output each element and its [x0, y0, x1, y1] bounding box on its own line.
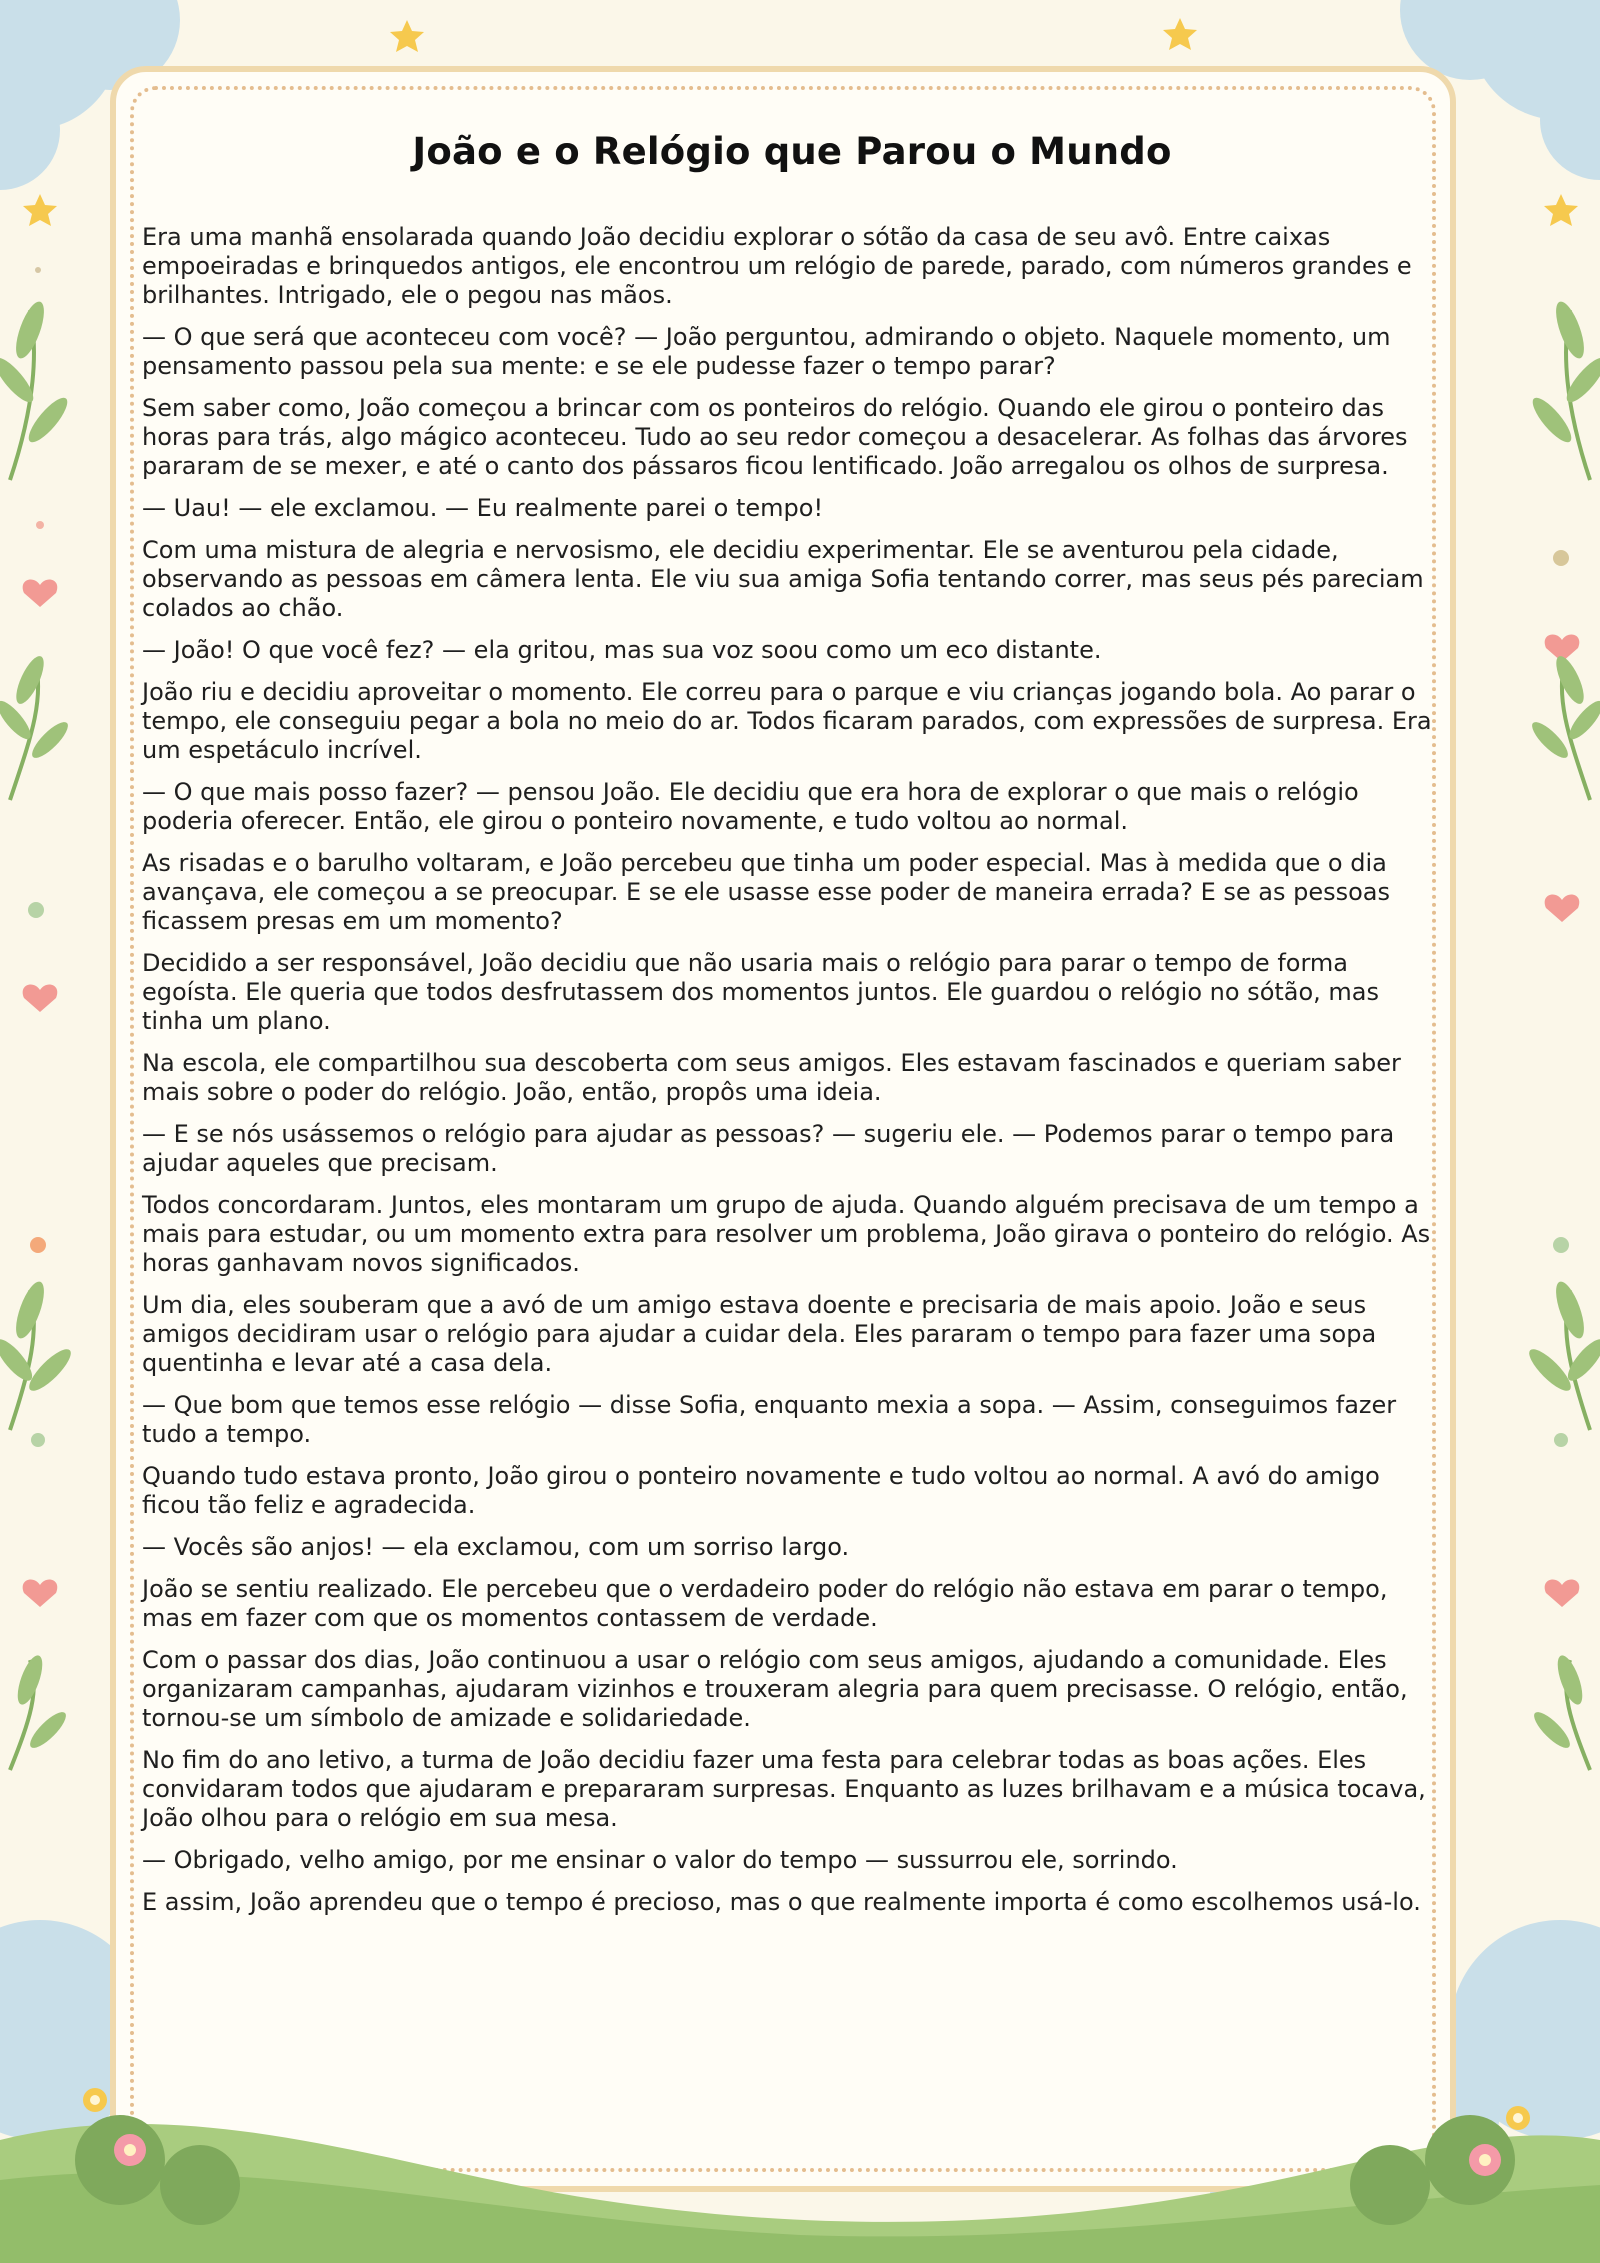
story-paragraph: Era uma manhã ensolarada quando João decidiu explorar o sótão da casa de seu avô. Entre caixas empoeiradas e brinquedos antigos, ele encontrou um relógio de parede, parado, com números grandes e brilhantes. Intrigado, ele o pegou nas mãos.	[142, 223, 1412, 309]
story-paragraph: — Obrigado, velho amigo, por me ensinar o valor do tempo — sussurrou ele, sorrindo.	[142, 1846, 1178, 1874]
star-icon	[23, 194, 57, 226]
story-paragraph: Sem saber como, João começou a brincar com os ponteiros do relógio. Quando ele girou o ponteiro das horas para trás, algo mágico aconteceu. Tudo ao seu redor começou a desacelerar. As folhas das árvores pararam de se mexer, e até o canto dos pássaros ficou lentificado. João arregalou os olhos de surpresa.	[142, 394, 1408, 480]
story-paragraph: Todos concordaram. Juntos, eles montaram um grupo de ajuda. Quando alguém precisava de um tempo a mais para estudar, ou um momento extra para resolver um problema, João girava o ponteiro do relógio. As horas ganhavam novos significados.	[142, 1191, 1431, 1277]
star-icon	[1544, 194, 1578, 226]
story-title: João e o Relógio que Parou o Mundo	[412, 130, 1172, 173]
story-paragraph: No fim do ano letivo, a turma de João decidiu fazer uma festa para celebrar todas as boas ações. Eles convidaram todos que ajudaram e prepararam surpresas. Enquanto as luzes brilhavam e a música tocava, João olhou para o relógio em sua mesa.	[142, 1746, 1426, 1832]
story-paragraph: Decidido a ser responsável, João decidiu que não usaria mais o relógio para parar o tempo de forma egoísta. Ele queria que todos desfrutassem dos momentos juntos. Ele guardou o relógio no sótão, mas tinha um plano.	[142, 949, 1380, 1035]
story-paragraph: — Vocês são anjos! — ela exclamou, com um sorriso largo.	[142, 1533, 850, 1561]
story-paragraph: — Uau! — ele exclamou. — Eu realmente parei o tempo!	[142, 494, 824, 522]
story-paragraph: Um dia, eles souberam que a avó de um amigo estava doente e precisaria de mais apoio. João e seus amigos decidiram usar o relógio para ajudar a cuidar dela. Eles pararam o tempo para fazer uma sopa quentinha e levar até a casa dela.	[142, 1291, 1377, 1377]
heart-icon	[23, 984, 58, 1012]
star-icon	[390, 20, 424, 52]
story-paragraph: Com uma mistura de alegria e nervosismo, ele decidiu experimentar. Ele se aventurou pela cidade, observando as pessoas em câmera lenta. Ele viu sua amiga Sofia tentando correr, mas seus pés pareciam colados ao chão.	[142, 536, 1424, 622]
heart-icon	[23, 1579, 58, 1607]
story-paragraph: — João! O que você fez? — ela gritou, mas sua voz soou como um eco distante.	[142, 636, 1102, 664]
star-icon	[1163, 18, 1197, 50]
story-paragraph: João se sentiu realizado. Ele percebeu que o verdadeiro poder do relógio não estava em parar o tempo, mas em fazer com que os momentos contassem de verdade.	[142, 1575, 1388, 1632]
story-paragraph: E assim, João aprendeu que o tempo é precioso, mas o que realmente importa é como escolhemos usá-lo.	[142, 1888, 1421, 1916]
story-paragraph: João riu e decidiu aproveitar o momento. Ele correu para o parque e viu crianças jogando bola. Ao parar o tempo, ele conseguiu pegar a bola no meio do ar. Todos ficaram parados, com expressões de surpresa. Era um espetáculo incrível.	[142, 678, 1432, 764]
story-paragraph: Quando tudo estava pronto, João girou o ponteiro novamente e tudo voltou ao normal. A avó do amigo ficou tão feliz e agradecida.	[142, 1462, 1380, 1519]
story-paragraph: — O que mais posso fazer? — pensou João. Ele decidiu que era hora de explorar o que mais o relógio poderia oferecer. Então, ele girou o ponteiro novamente, e tudo voltou ao normal.	[142, 778, 1359, 835]
heart-icon	[1545, 894, 1580, 922]
story-paragraph: — O que será que aconteceu com você? — João perguntou, admirando o objeto. Naquele momento, um pensamento passou pela sua mente: e se ele pudesse fazer o tempo parar?	[142, 323, 1391, 380]
leaf-branch-right	[1562, 310, 1590, 1770]
story-paragraph: Na escola, ele compartilhou sua descoberta com seus amigos. Eles estavam fascinados e queriam saber mais sobre o poder do relógio. João, então, propôs uma ideia.	[142, 1049, 1401, 1106]
heart-icon	[23, 579, 58, 607]
heart-icon	[1545, 1579, 1580, 1607]
story-paragraph: — Que bom que temos esse relógio — disse Sofia, enquanto mexia a sopa. — Assim, conseguimos fazer tudo a tempo.	[142, 1391, 1397, 1448]
story-paragraph: Com o passar dos dias, João continuou a usar o relógio com seus amigos, ajudando a comunidade. Eles organizaram campanhas, ajudaram vizinhos e trouxeram alegria para quem precisasse. O relógio, então, tornou-se um símbolo de amizade e solidariedade.	[142, 1646, 1408, 1732]
story-paragraph: — E se nós usássemos o relógio para ajudar as pessoas? — sugeriu ele. — Podemos parar o tempo para ajudar aqueles que precisam.	[142, 1120, 1395, 1177]
story-body	[142, 223, 1442, 1917]
leaf-branch-left	[10, 310, 38, 1770]
story-content	[142, 130, 1442, 1930]
story-paragraph: As risadas e o barulho voltaram, e João percebeu que tinha um poder especial. Mas à medida que o dia avançava, ele começou a se preocupar. E se ele usasse esse poder de maneira errada? E se as pessoas ficassem presas em um momento?	[142, 849, 1391, 935]
